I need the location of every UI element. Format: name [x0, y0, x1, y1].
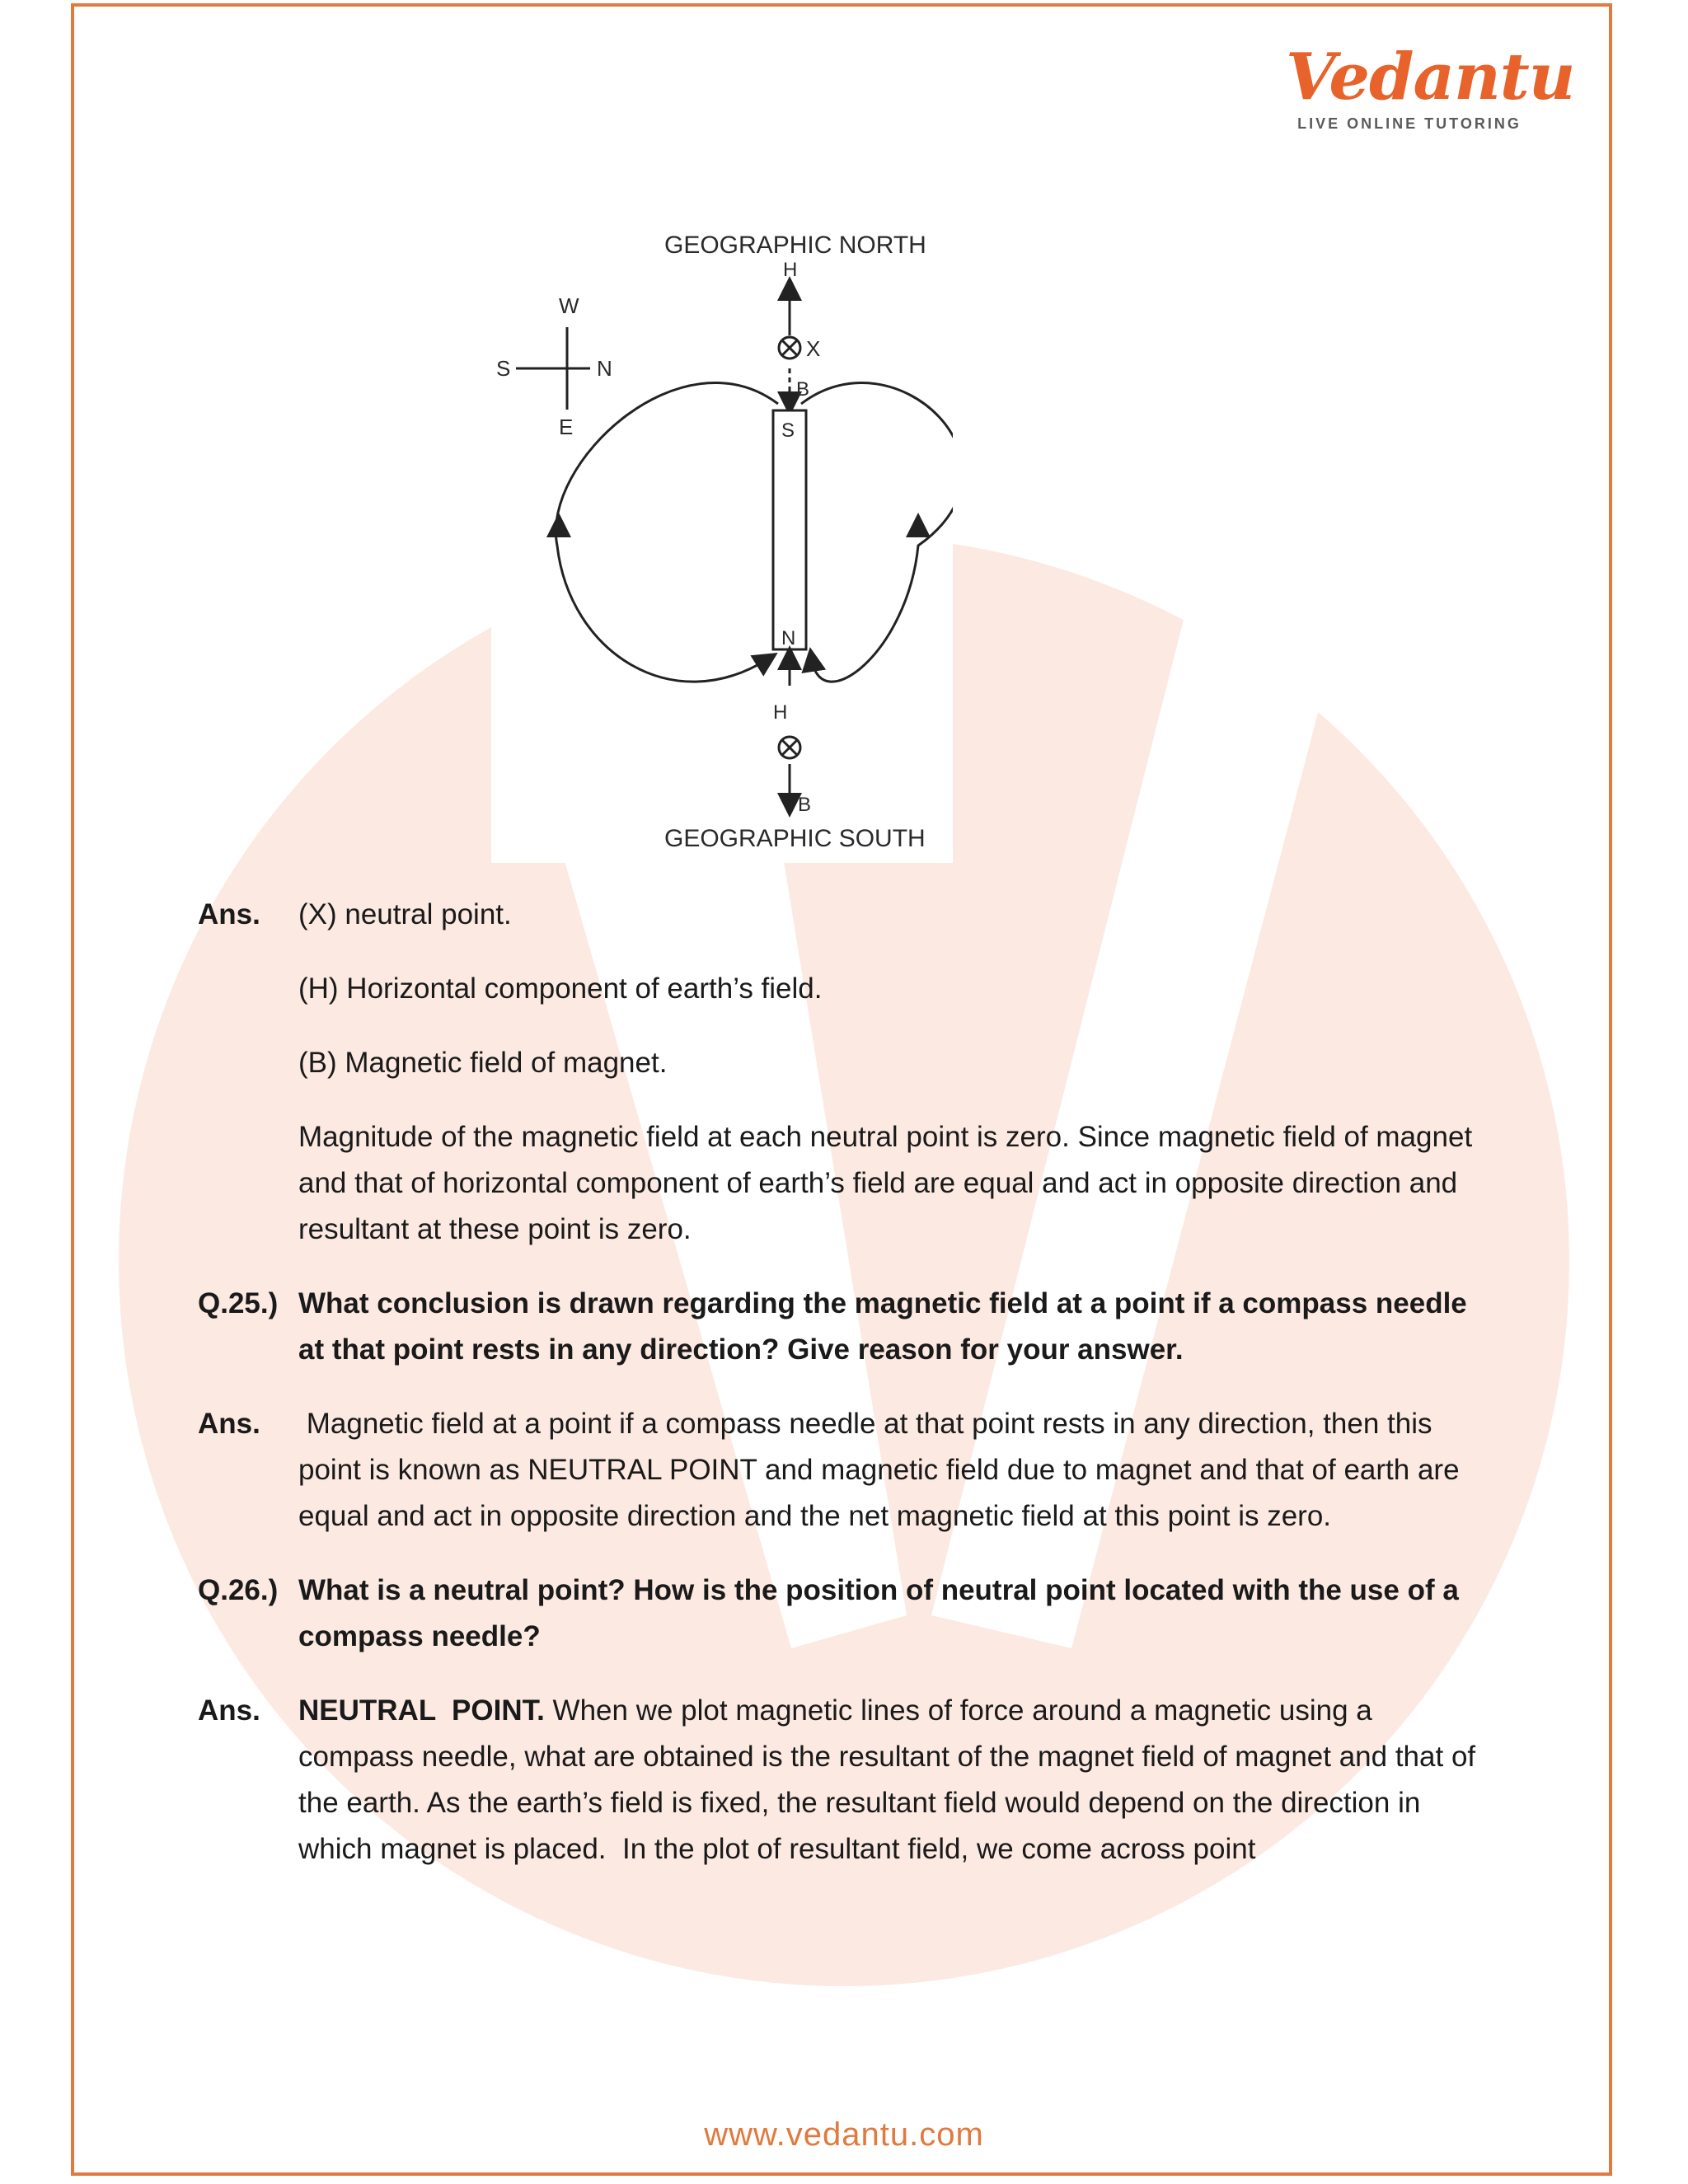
label-b-top: B [796, 378, 810, 401]
bar-magnet [773, 410, 806, 649]
answer-paragraph: Magnetic field at a point if a compass needle at that point rests in any direction, then this point is known as NEUTRAL POINT and magnetic field due to magnet and that of earth are equal and act in opposite direction and the net magnetic field at this point is zero. [298, 1408, 1468, 1532]
question-26 [198, 1568, 1484, 1660]
answer-line: (B) Magnetic field of magnet. [298, 1047, 668, 1079]
answer-paragraph: When we plot magnetic lines of force around a magnetic using a compass needle, what are obtained is the resultant of the magnet field of magnet and that of the earth. As the earth’s field is fixed, the resultant field would depend on the direction in which magnet is placed. In the plot of resultant field, we come across point [298, 1694, 1484, 1865]
answer-line: (X) neutral point. [298, 898, 512, 930]
diagram-svg [491, 191, 953, 863]
question-25 [198, 1281, 1484, 1373]
ans-block-26 [198, 1688, 1484, 1872]
label-b-bottom: B [798, 794, 812, 816]
diagram-background [491, 191, 953, 863]
answer-line: (H) Horizontal component of earth’s field. [298, 972, 823, 1005]
vedantu-logo [1286, 40, 1575, 138]
logo-tagline: LIVE ONLINE TUTORING [1297, 115, 1522, 132]
question-text: What is a neutral point? How is the position of neutral point located with the use of a compass needle? [298, 1574, 1459, 1652]
label-x: X [806, 336, 821, 361]
ans-block-25 [198, 1401, 1484, 1540]
pole-s-label: S [781, 419, 795, 442]
ans-block-1 [198, 892, 1484, 1253]
compass-s: S [496, 356, 511, 381]
magnetic-field-diagram [491, 191, 953, 863]
ans-label: Ans. [198, 898, 260, 930]
ans-label: Ans. [198, 1694, 260, 1727]
answer-paragraph: Magnitude of the magnetic field at each neutral point is zero. Since magnetic field of magnet and that of horizontal component of earth’s field are equal and act in opposite direction and resultant at these point is zero. [298, 1121, 1473, 1245]
term-neutral-point: NEUTRAL POINT. [298, 1694, 545, 1727]
logo-wordmark: Vedantu [1286, 40, 1575, 115]
geographic-south-label: GEOGRAPHIC SOUTH [664, 825, 926, 852]
geographic-north-label: GEOGRAPHIC NORTH [664, 232, 926, 259]
compass-n: N [597, 356, 612, 381]
pole-n-label: N [781, 627, 796, 649]
label-h-top: H [783, 259, 798, 281]
compass-e: E [559, 415, 574, 439]
question-label: Q.25.) [198, 1287, 279, 1319]
footer-url: www.vedantu.com [704, 2116, 984, 2153]
label-h-bottom: H [773, 701, 788, 724]
ans-label: Ans. [198, 1408, 260, 1440]
question-label: Q.26.) [198, 1574, 279, 1606]
question-text: What conclusion is drawn regarding the magnetic field at a point if a compass needle at that point rests in any direction? Give reason for your answer. [298, 1287, 1467, 1366]
document-content [198, 892, 1484, 1900]
compass-w: W [559, 293, 579, 318]
